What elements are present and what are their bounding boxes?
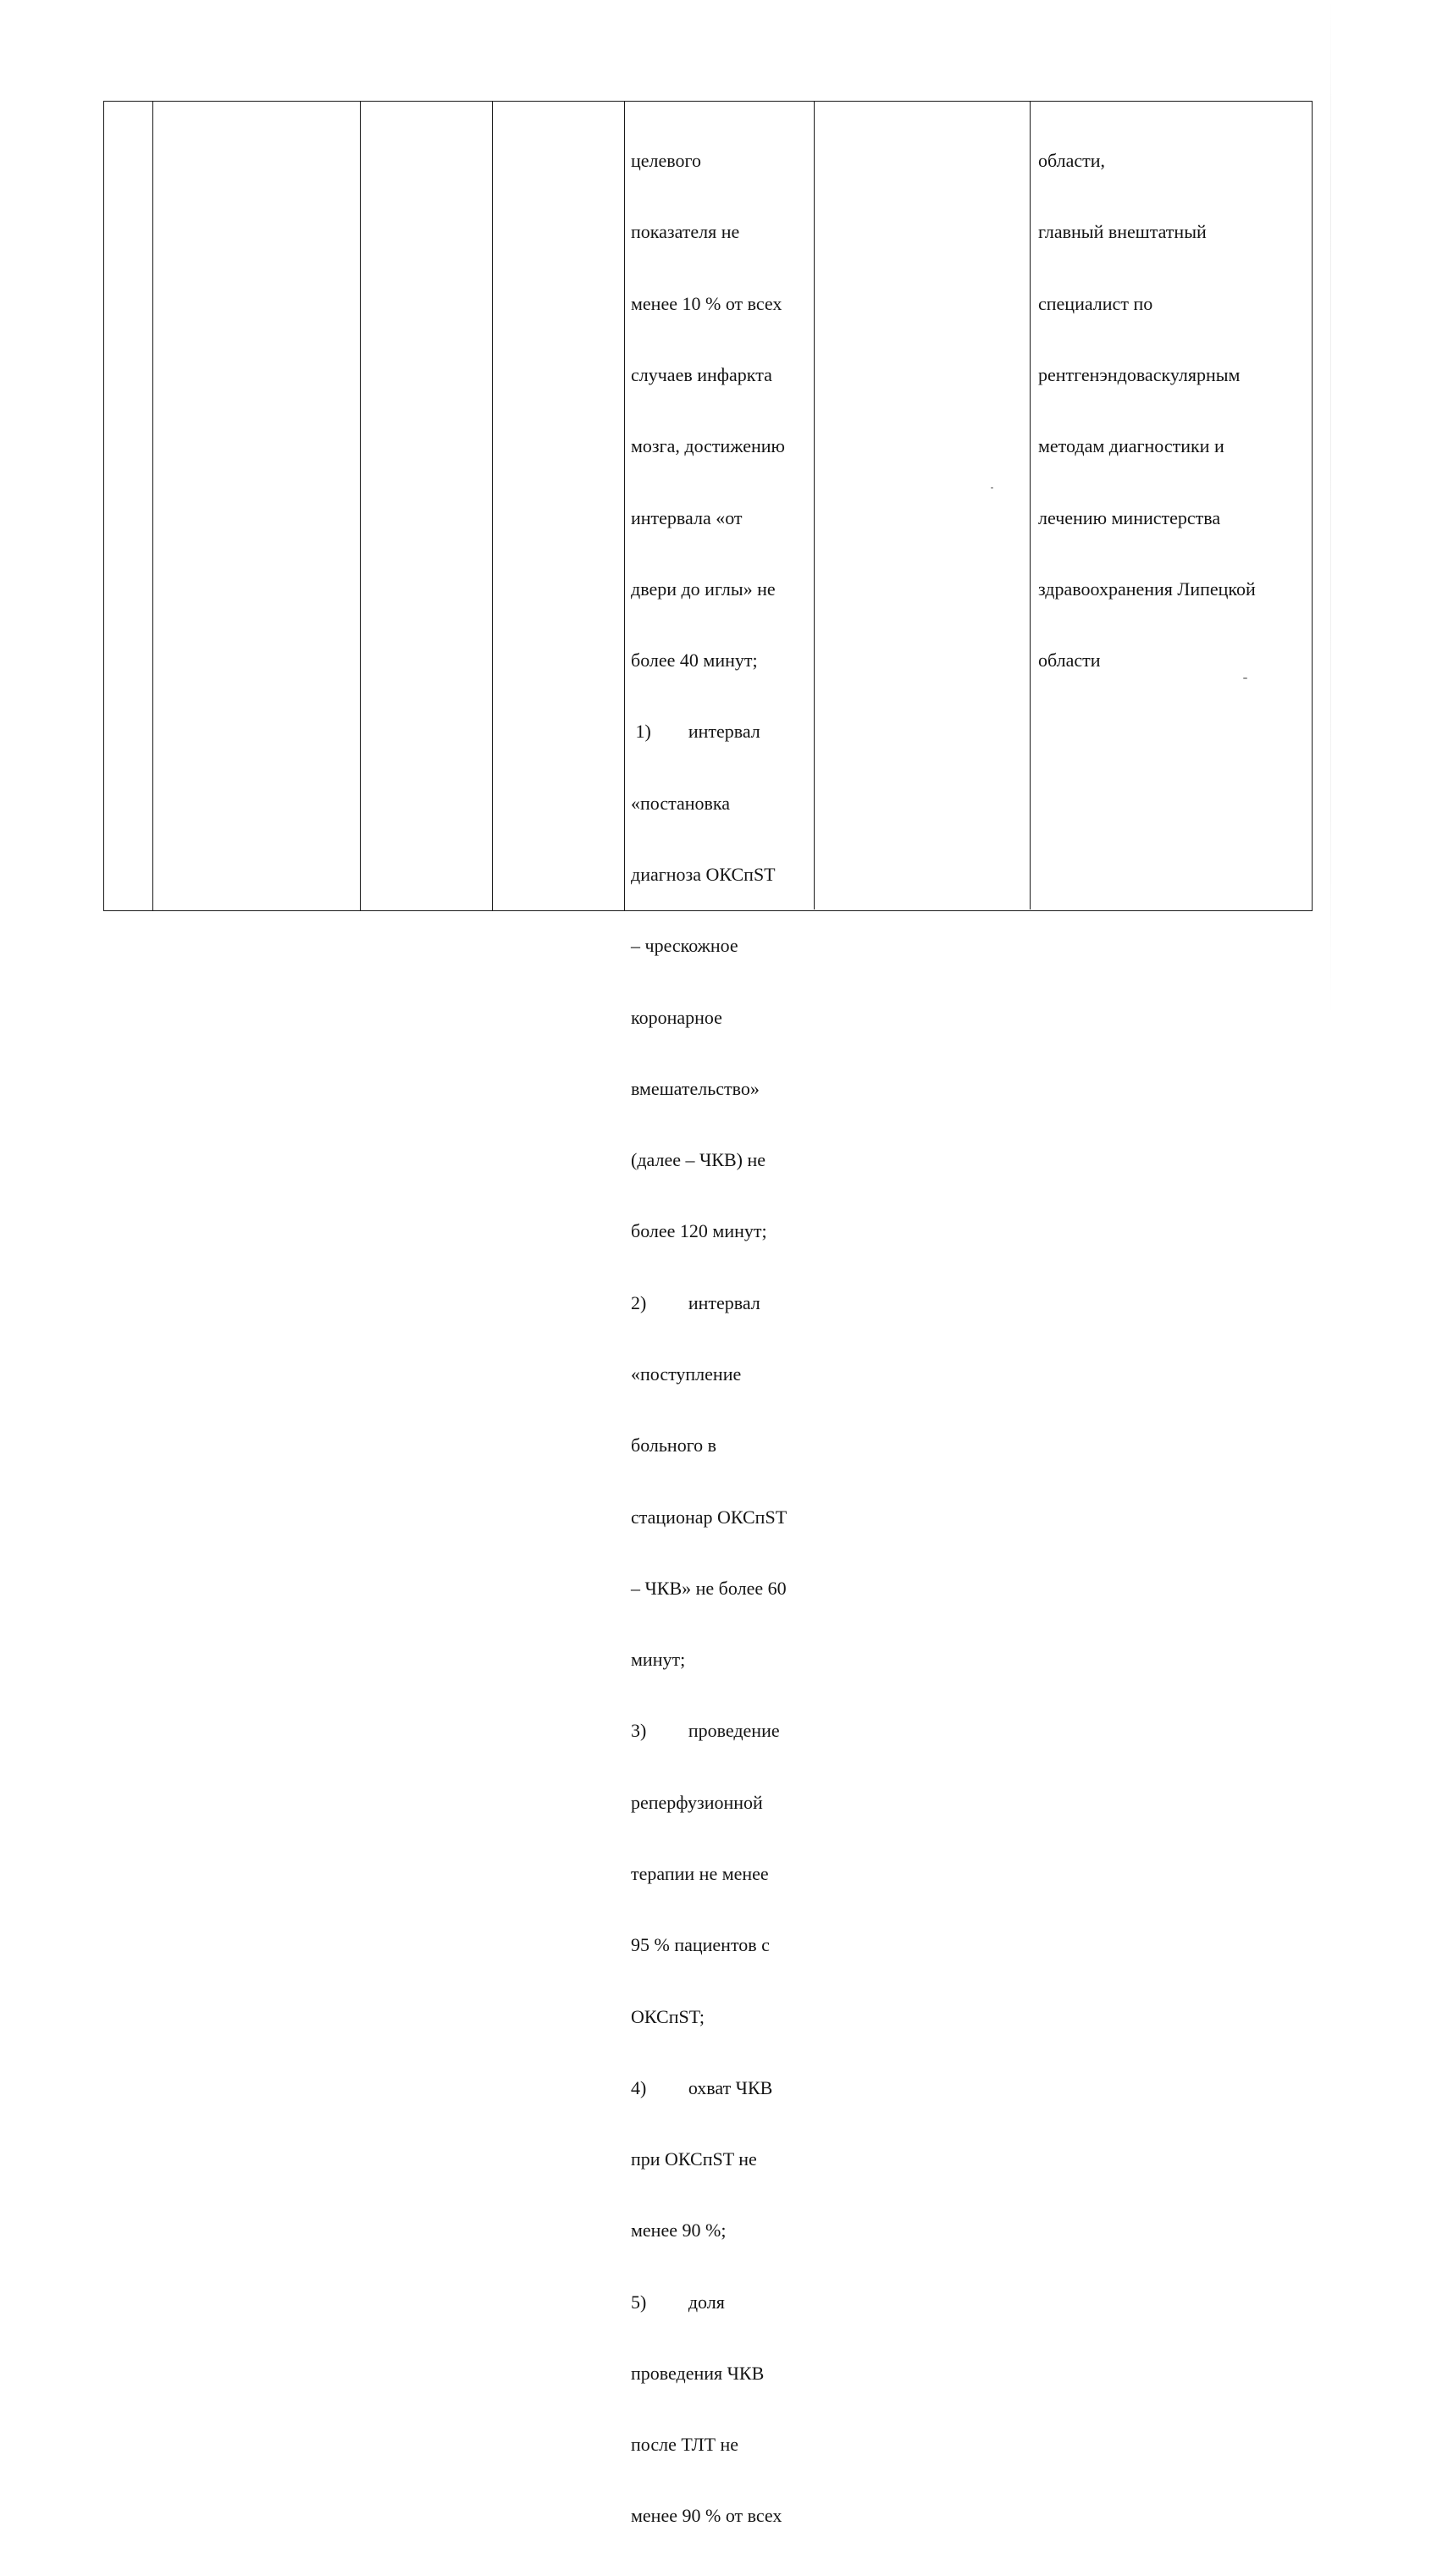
responsible-line: методам диагностики и bbox=[1038, 435, 1224, 457]
scan-speck bbox=[991, 487, 993, 489]
indicators-line: более 120 минут; bbox=[631, 1220, 767, 1242]
indicators-line: терапии не менее bbox=[631, 1862, 769, 1884]
indicators-line: стационар ОКСпST bbox=[631, 1506, 788, 1528]
indicators-line: 4) охват ЧКВ bbox=[631, 2076, 773, 2098]
column-divider-4 bbox=[624, 101, 625, 911]
indicators-line: 3) проведение bbox=[631, 1720, 780, 1742]
indicators-line: менее 10 % от всех bbox=[631, 292, 782, 314]
indicators-line: проведения ЧКВ bbox=[631, 2362, 765, 2384]
indicators-line: целевого bbox=[631, 150, 701, 172]
indicators-line: после ТЛТ не bbox=[631, 2434, 739, 2456]
responsible-line: области bbox=[1038, 650, 1101, 672]
indicators-line: менее 90 %; bbox=[631, 2219, 727, 2242]
indicators-line: при ОКСпST не bbox=[631, 2148, 757, 2170]
responsible-line: лечению министерства bbox=[1038, 506, 1221, 528]
column-divider-6 bbox=[1030, 101, 1031, 909]
column-divider-3 bbox=[492, 101, 493, 911]
column-divider-2 bbox=[360, 101, 361, 911]
indicators-line: – чрескожное bbox=[631, 935, 738, 957]
indicators-line: больного в bbox=[631, 1434, 717, 1457]
indicators-line: (далее – ЧКВ) не bbox=[631, 1149, 765, 1171]
indicators-line: – ЧКВ» не более 60 bbox=[631, 1577, 787, 1599]
responsible-line: здравоохранения Липецкой bbox=[1038, 578, 1256, 600]
indicators-line: «постановка bbox=[631, 792, 731, 814]
indicators-line: менее 90 % от всех bbox=[631, 2505, 782, 2527]
scan-edge-shadow bbox=[1330, 0, 1331, 1016]
indicators-line: коронарное bbox=[631, 1006, 722, 1028]
indicators-line: показателя не bbox=[631, 221, 740, 243]
indicators-line: «поступление bbox=[631, 1363, 742, 1385]
indicators-line: 1) интервал bbox=[631, 721, 760, 743]
column-divider-1 bbox=[152, 101, 153, 911]
indicators-line: ОКСпST; bbox=[631, 2005, 705, 2027]
indicators-line: 2) интервал bbox=[631, 1291, 760, 1313]
indicators-line: мозга, достижению bbox=[631, 435, 785, 457]
indicators-line: 95 % пациентов с bbox=[631, 1934, 770, 1956]
responsible-line: специалист по bbox=[1038, 292, 1153, 314]
column-divider-5 bbox=[814, 101, 815, 909]
responsible-line: области, bbox=[1038, 150, 1106, 172]
indicators-line: интервала «от bbox=[631, 506, 743, 528]
indicators-line: реперфузионной bbox=[631, 1791, 763, 1813]
responsible-cell bbox=[1038, 102, 1256, 720]
indicators-line: минут; bbox=[631, 1649, 686, 1671]
indicators-line: случаев инфаркта bbox=[631, 364, 772, 386]
responsible-line: рентгенэндоваскулярным bbox=[1038, 364, 1241, 386]
indicators-cell bbox=[631, 102, 787, 2576]
indicators-line: диагноза ОКСпST bbox=[631, 864, 776, 885]
indicators-line: двери до иглы» не bbox=[631, 578, 776, 600]
scan-speck bbox=[1243, 677, 1247, 679]
indicators-line: 5) доля bbox=[631, 2291, 725, 2313]
indicators-line: более 40 минут; bbox=[631, 650, 758, 672]
indicators-line: вмешательство» bbox=[631, 1077, 760, 1099]
responsible-line: главный внештатный bbox=[1038, 221, 1207, 243]
